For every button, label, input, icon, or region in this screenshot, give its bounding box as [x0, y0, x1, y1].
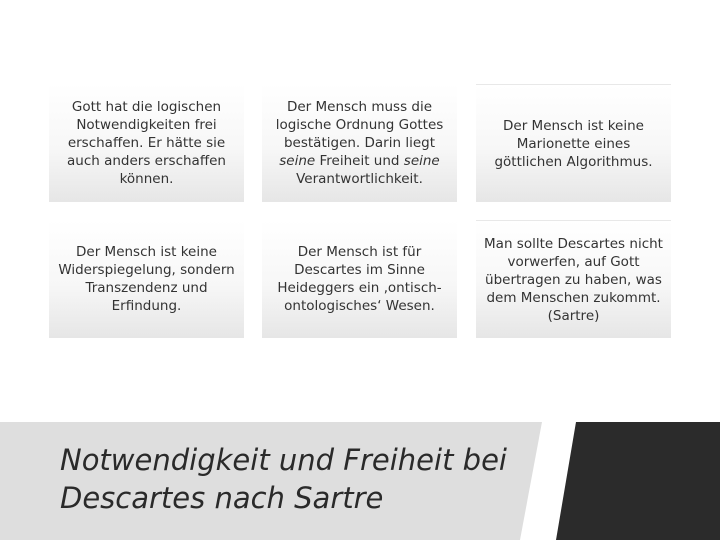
card-4-text: Der Mensch ist keine Widerspiegelung, sondern Transzendenz und Erfindung. [58, 244, 235, 314]
card-2-text: Der Mensch muss die logische Ordnung Gottes bestätigen. Darin liegt seine Freiheit und seine Verantwortlichkeit. [275, 99, 444, 187]
card-1-text: Gott hat die logischen Notwendigkeiten frei erschaffen. Er hätte sie auch anders erschaffen können. [67, 99, 226, 187]
slide-title [60, 441, 530, 517]
card-5-text: Der Mensch ist für Descartes im Sinne Heideggers ein ‚ontisch-ontologisches‘ Wesen. [277, 244, 442, 314]
card-6-text: Man sollte Descartes nicht vorwerfen, auf Gott übertragen zu haben, was dem Menschen zukommt. (Sartre) [484, 235, 663, 324]
emphasis-seine-1: seine [279, 153, 316, 169]
emphasis-seine-2: seine [403, 153, 440, 169]
slide-title-line-2: Descartes nach Sartre [60, 481, 384, 515]
slide-title-line-1: Notwendigkeit und Freiheit bei [60, 443, 507, 477]
card-3-text: Der Mensch ist keine Marionette eines göttlichen Algorithmus. [494, 117, 653, 170]
